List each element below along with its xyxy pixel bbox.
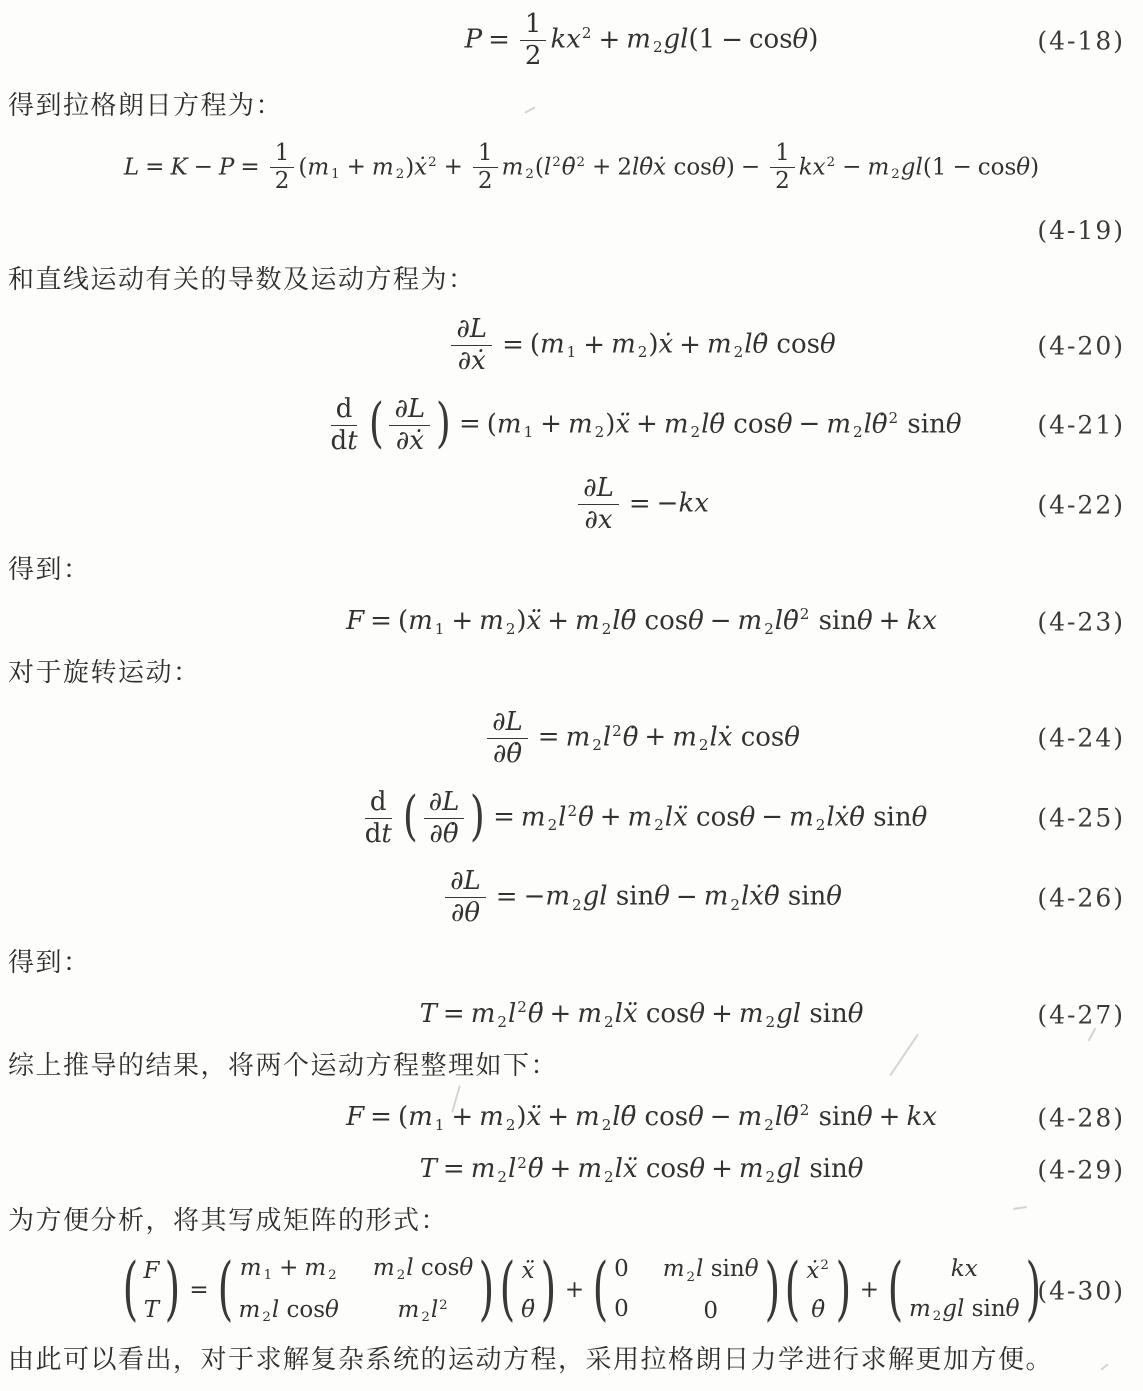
paragraph: 综上推导的结果，将两个运动方程整理如下： <box>8 1050 559 1081</box>
equation: $\frac{d}{dt}$ ( $\frac{\partial L}{\text{∂ẋ}}$ ) = (m $_1$ + m $_2$)ẍ + m $_2$lθ̈ cosθ − m $_2$lθ̇$^2$ sinθ <box>330 392 962 456</box>
equation-number: (4-18) <box>1037 26 1125 56</box>
equation-number: (4-27) <box>1037 1000 1125 1030</box>
equation-row <box>0 785 1143 849</box>
equation-number: (4-26) <box>1037 883 1125 913</box>
equation-row <box>0 474 1143 535</box>
equation-number: (4-23) <box>1037 607 1125 637</box>
equation: $\frac{\partial L}{\partial x}$ = −kx <box>574 474 709 535</box>
equation: $\frac{d}{dt}$ ( $\frac{\partial L}{\partial\thetȧ}$ ) = m $_2l^2\thetä + m$ $_2$lẍ cosθ − m $_2$lẋθ̇ sinθ <box>364 785 928 849</box>
equation-number: (4-25) <box>1037 803 1125 833</box>
equation-row <box>0 315 1143 376</box>
equation-row <box>0 1101 1143 1135</box>
equation-row <box>0 998 1143 1032</box>
equation-row <box>0 10 1143 71</box>
paragraph: 由此可以看出，对于求解复杂系统的运动方程，采用拉格朗日力学进行求解更加方便。 <box>8 1345 1054 1376</box>
equation-number-row <box>0 214 1143 246</box>
paragraph: 得到： <box>8 554 91 585</box>
equation: F = (m $_1$ + m $_2$)ẍ + m $_2$lθ̈ cosθ − m $_2$lθ̇$^2$ sinθ + kx <box>346 605 937 638</box>
equation-number: (4-21) <box>1037 410 1125 440</box>
equation-row <box>0 392 1143 456</box>
equation-row <box>0 708 1143 769</box>
equation: T = m $_2l^2\thetä + m$ $_2$lẍ cosθ + m $_2$gl sinθ <box>419 998 864 1031</box>
equation: $\frac{\partial L}{\text{∂ẋ}}$ = (m $_1$ + m $_2$)ẋ + m $_2$lθ̇ cosθ <box>447 315 835 376</box>
equation-number: (4-30) <box>1037 1276 1125 1306</box>
equation-row <box>0 867 1143 928</box>
paragraph: 为方便分析，将其写成矩阵的形式： <box>8 1205 449 1236</box>
equation: L = K − P = $\frac{1}{2}$ (m $_1$ + m $_2$)ẋ$^2$ + $\frac{1}{2}$ m $_2(l^2\thetȧ^2$ + 2lθ̇ẋ cosθ) − $\frac{1}{2}$ $kx^2 - m$ $_2$gl(1 − cosθ) <box>123 139 1040 195</box>
equation-row <box>0 605 1143 639</box>
equation-number: (4-20) <box>1037 331 1125 361</box>
equation-number: (4-19) <box>1037 215 1125 245</box>
paragraph: 和直线运动有关的导数及运动方程为： <box>8 264 476 295</box>
paragraph: 得到拉格朗日方程为： <box>8 90 284 121</box>
equation-row <box>0 1248 1143 1329</box>
equation: $\frac{\partial L}{\partial\thetȧ}$ = m $_2l^2\thetȧ + m$ $_2$lẋ cosθ <box>483 708 800 769</box>
equation-number: (4-29) <box>1037 1155 1125 1185</box>
paragraph: 对于旋转运动： <box>8 657 201 688</box>
equation-number: (4-28) <box>1037 1103 1125 1133</box>
equation: $\frac{\partial L}{\partial\theta}$ = −m $_2$gl sinθ − m $_2$lẋθ̇ sinθ <box>441 867 842 928</box>
equation: P = $\frac{1}{2}$ $kx^2 + m$ $_2$gl(1 − cosθ) <box>464 9 819 72</box>
equation-row <box>0 1153 1143 1187</box>
equation: F = (m $_1$ + m $_2$)ẍ + m $_2$lθ̈ cosθ − m $_2$lθ̇$^2$ sinθ + kx <box>346 1101 937 1134</box>
equation: ( F T ) = ( m $_1$ + m $_2$ m $_2$l cosθ m $_2$l cosθ m $_2l^2$ )( ẍ θ̈ ) + ( 0 0 m $_2$l sinθ 0 )( ẋ$^2$ θ̇ ) + ( kx m $_2$gl sinθ ) <box>122 1248 1041 1329</box>
equation-number: (4-22) <box>1037 490 1125 520</box>
paragraph: 得到： <box>8 947 91 978</box>
equation-number: (4-24) <box>1037 723 1125 753</box>
equation: T = m $_2l^2\thetä + m$ $_2$lẍ cosθ + m $_2$gl sinθ <box>419 1153 864 1186</box>
equation-row <box>0 141 1143 196</box>
